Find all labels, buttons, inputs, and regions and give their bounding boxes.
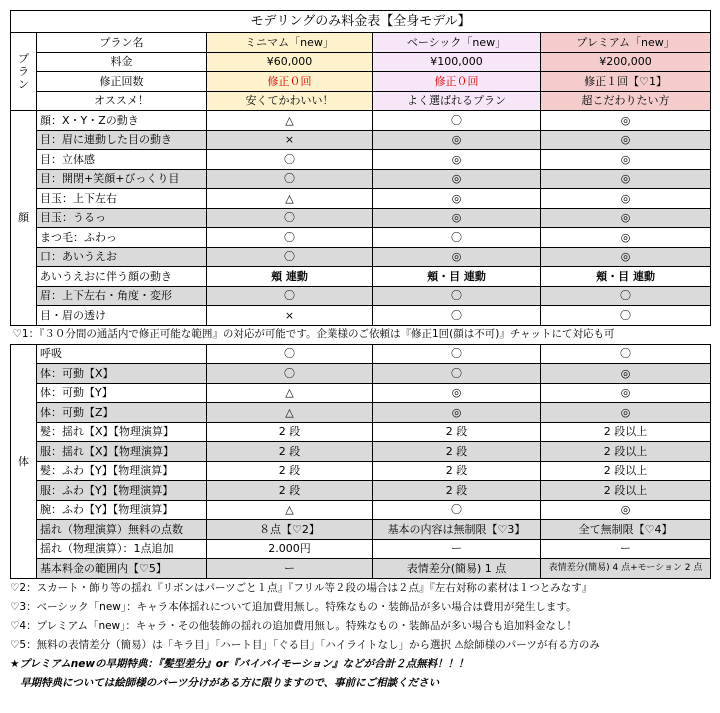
plan-cell-prem: 超こだわりたい方: [541, 91, 711, 111]
face-cell: ◎: [541, 111, 711, 131]
face-cell: ◎: [541, 228, 711, 248]
body-cell: 2 段以上: [541, 481, 711, 501]
body-cell: 2 段: [207, 481, 373, 501]
face-row: [11, 111, 711, 131]
body-cell: ◎: [541, 364, 711, 384]
face-row: [11, 228, 711, 248]
face-row-label: 目：開閉+笑顔+びっくり目: [37, 169, 207, 189]
face-row: [11, 150, 711, 170]
face-row: [11, 306, 711, 326]
body-cell: 2 段: [207, 422, 373, 442]
face-row-label: 目：立体感: [37, 150, 207, 170]
extra-cell: 全て無制限【♡4】: [541, 520, 711, 540]
plan-cell-mini: ミニマム「new」: [207, 33, 373, 53]
face-row-label: あいうえおに伴う顔の動き: [37, 267, 207, 287]
face-cell: ◎: [373, 247, 541, 267]
face-cell: 頬・目 連動: [373, 267, 541, 287]
footnote: ♡4：プレミアム「new」：キャラ・その他装飾の揺れの追加費用無し。特殊なもの・装飾品が多い場合も追加料金なし！: [10, 619, 577, 632]
footnote: ♡5：無料の表情差分（簡易）は「キラ目」「ハート目」「ぐる目」「ハイライトなし」から選択 ⚠絵師様のパーツが有る方のみ: [10, 638, 600, 651]
body-cell: 2 段以上: [541, 422, 711, 442]
plan-section-label-char: プ: [18, 52, 29, 65]
body-row: [11, 422, 711, 442]
body-cell: 2 段以上: [541, 442, 711, 462]
promo-line-2: 早期特典については絵師様のパーツ分けがある方に限りますので、事前にご相談ください: [20, 676, 440, 689]
plan-cell-prem: 修正１回【♡1】: [541, 72, 711, 92]
body-cell: 2 段: [373, 422, 541, 442]
face-cell: ◎: [541, 169, 711, 189]
body-cell: ◎: [541, 403, 711, 423]
face-cell: ◎: [541, 130, 711, 150]
face-cell: 〇: [373, 228, 541, 248]
face-cell: 〇: [373, 286, 541, 306]
body-cell: △: [207, 500, 373, 520]
title-row: [11, 11, 711, 33]
extra-row-label: 揺れ（物理演算）：1点追加: [37, 539, 207, 559]
price-sheet: [10, 10, 710, 693]
face-row: [11, 208, 711, 228]
face-cell: 〇: [207, 247, 373, 267]
body-cell: 〇: [373, 364, 541, 384]
body-cell: 〇: [373, 344, 541, 364]
extra-cell: 2.000円: [207, 539, 373, 559]
body-cell: △: [207, 403, 373, 423]
body-cell: △: [207, 383, 373, 403]
face-section-label: 顔: [11, 111, 37, 326]
footnote: ♡2：スカート・飾り等の揺れ『リボンはパーツごと１点』『フリル等２段の場合は２点』『左右対称の素材は１つとみなす』: [10, 581, 593, 594]
plan-row-label: オススメ！: [37, 91, 207, 111]
body-cell: 2 段: [373, 442, 541, 462]
extra-cell: ８点【♡2】: [207, 520, 373, 540]
face-cell: 〇: [373, 111, 541, 131]
body-cell: 2 段: [373, 461, 541, 481]
body-cell: 〇: [207, 364, 373, 384]
face-row: [11, 169, 711, 189]
price-table-body: [11, 11, 711, 579]
page-title: モデリングのみ料金表【全身モデル】: [11, 11, 711, 33]
plan-row: [11, 33, 711, 53]
body-row-label: 体：可動【Y】: [37, 383, 207, 403]
face-row: [11, 130, 711, 150]
extra-row: [11, 559, 711, 579]
face-cell: ◎: [373, 208, 541, 228]
body-cell: 2 段以上: [541, 461, 711, 481]
plan-row: [11, 52, 711, 72]
plan-row-label: 修正回数: [37, 72, 207, 92]
face-cell: ◎: [373, 130, 541, 150]
body-row: [11, 500, 711, 520]
face-cell: 頬・目 連動: [541, 267, 711, 287]
body-cell: ◎: [373, 383, 541, 403]
body-row: [11, 383, 711, 403]
face-row-label: 口：あいうえお: [37, 247, 207, 267]
face-row-label: まつ毛：ふわっ: [37, 228, 207, 248]
face-cell: ◎: [373, 150, 541, 170]
body-row-label: 腕：ふわ【Y】【物理演算】: [37, 500, 207, 520]
face-cell: 〇: [207, 286, 373, 306]
body-row: [11, 442, 711, 462]
plan-row-label: 料金: [37, 52, 207, 72]
extra-cell: ー: [373, 539, 541, 559]
face-row-label: 目玉：上下左右: [37, 189, 207, 209]
body-row-label: 服：ふわ【Y】【物理演算】: [37, 481, 207, 501]
plan-cell-prem: プレミアム「new」: [541, 33, 711, 53]
face-row-label: 目玉：うるっ: [37, 208, 207, 228]
face-cell: 〇: [373, 306, 541, 326]
plan-row: [11, 91, 711, 111]
face-cell: ◎: [373, 169, 541, 189]
body-row-label: 呼吸: [37, 344, 207, 364]
plan-cell-basic: よく選ばれるプラン: [373, 91, 541, 111]
body-row-label: 髪：ふわ【Y】【物理演算】: [37, 461, 207, 481]
price-table: [10, 10, 711, 579]
plan-section-label: [11, 33, 37, 111]
face-row: [11, 189, 711, 209]
body-row: [11, 481, 711, 501]
plan-cell-mini: 修正０回: [207, 72, 373, 92]
body-row-label: 髪：揺れ【X】【物理演算】: [37, 422, 207, 442]
face-cell: 〇: [207, 208, 373, 228]
face-row-label: 顔：X・Y・Zの動き: [37, 111, 207, 131]
body-row-label: 体：可動【Z】: [37, 403, 207, 423]
face-cell: 〇: [207, 150, 373, 170]
face-cell: 頬 連動: [207, 267, 373, 287]
face-row-label: 目：眉に連動した目の動き: [37, 130, 207, 150]
body-cell: 2 段: [207, 461, 373, 481]
face-row: [11, 247, 711, 267]
body-cell: 〇: [373, 500, 541, 520]
plan-cell-basic: ¥100,000: [373, 52, 541, 72]
face-cell: ◎: [541, 150, 711, 170]
body-cell: 2 段: [373, 481, 541, 501]
plan-cell-basic: 修正０回: [373, 72, 541, 92]
body-row: [11, 364, 711, 384]
face-cell: ◎: [373, 189, 541, 209]
face-cell: 〇: [541, 286, 711, 306]
plan-cell-mini: 安くてかわいい！: [207, 91, 373, 111]
body-cell: 2 段: [207, 442, 373, 462]
face-cell: ×: [207, 306, 373, 326]
plan-cell-basic: ベーシック「new」: [373, 33, 541, 53]
extra-row-label: 基本料金の範囲内【♡5】: [37, 559, 207, 579]
body-row: [11, 461, 711, 481]
extra-cell: 基本の内容は無制限【♡3】: [373, 520, 541, 540]
extra-row: [11, 539, 711, 559]
plan-row: [11, 72, 711, 92]
face-cell: ◎: [541, 189, 711, 209]
face-row: [11, 267, 711, 287]
body-cell: 〇: [207, 344, 373, 364]
body-cell: ◎: [541, 383, 711, 403]
body-row-label: 服：揺れ【X】【物理演算】: [37, 442, 207, 462]
plan-cell-prem: ¥200,000: [541, 52, 711, 72]
extra-cell: 表情差分(簡易) 1 点: [373, 559, 541, 579]
extra-cell: ー: [207, 559, 373, 579]
face-cell: 〇: [541, 306, 711, 326]
extra-cell: 表情差分(簡易) 4 点+モーション 2 点: [541, 559, 711, 579]
face-cell: ×: [207, 130, 373, 150]
plan-section-label-char: ラ: [18, 65, 29, 78]
face-row: [11, 286, 711, 306]
footnote: ♡3：ベーシック「new」：キャラ本体揺れについて追加費用無し。特殊なもの・装飾品が多い場合は費用が発生します。: [10, 600, 577, 613]
face-cell: 〇: [207, 169, 373, 189]
note-row: [11, 325, 711, 344]
extra-cell: ー: [541, 539, 711, 559]
face-row-label: 眉：上下左右・角度・変形: [37, 286, 207, 306]
body-row-label: 体：可動【X】: [37, 364, 207, 384]
plan-row-label: プラン名: [37, 33, 207, 53]
note-1: ♡1：『３０分間の通話内で修正可能な範囲』の対応が可能です。企業様のご依頼は『修正1回(顔は不可)』チャットにて対応も可: [11, 325, 711, 344]
body-row: [11, 403, 711, 423]
body-cell: 〇: [541, 344, 711, 364]
face-cell: 〇: [207, 228, 373, 248]
face-cell: ◎: [541, 208, 711, 228]
body-cell: ◎: [373, 403, 541, 423]
footnotes: [10, 579, 710, 693]
plan-section-label-char: ン: [18, 78, 29, 91]
body-section-label: 体: [11, 344, 37, 578]
body-row: [11, 344, 711, 364]
face-cell: △: [207, 189, 373, 209]
extra-row-label: 揺れ（物理演算）無料の点数: [37, 520, 207, 540]
body-cell: ◎: [541, 500, 711, 520]
face-row-label: 目・眉の透け: [37, 306, 207, 326]
plan-cell-mini: ¥60,000: [207, 52, 373, 72]
promo-line-1: ★プレミアムnewの早期特典：『髪型差分』or『バイバイモーション』などが合計２点無料！！！: [10, 657, 469, 670]
extra-row: [11, 520, 711, 540]
face-cell: △: [207, 111, 373, 131]
face-cell: ◎: [541, 247, 711, 267]
